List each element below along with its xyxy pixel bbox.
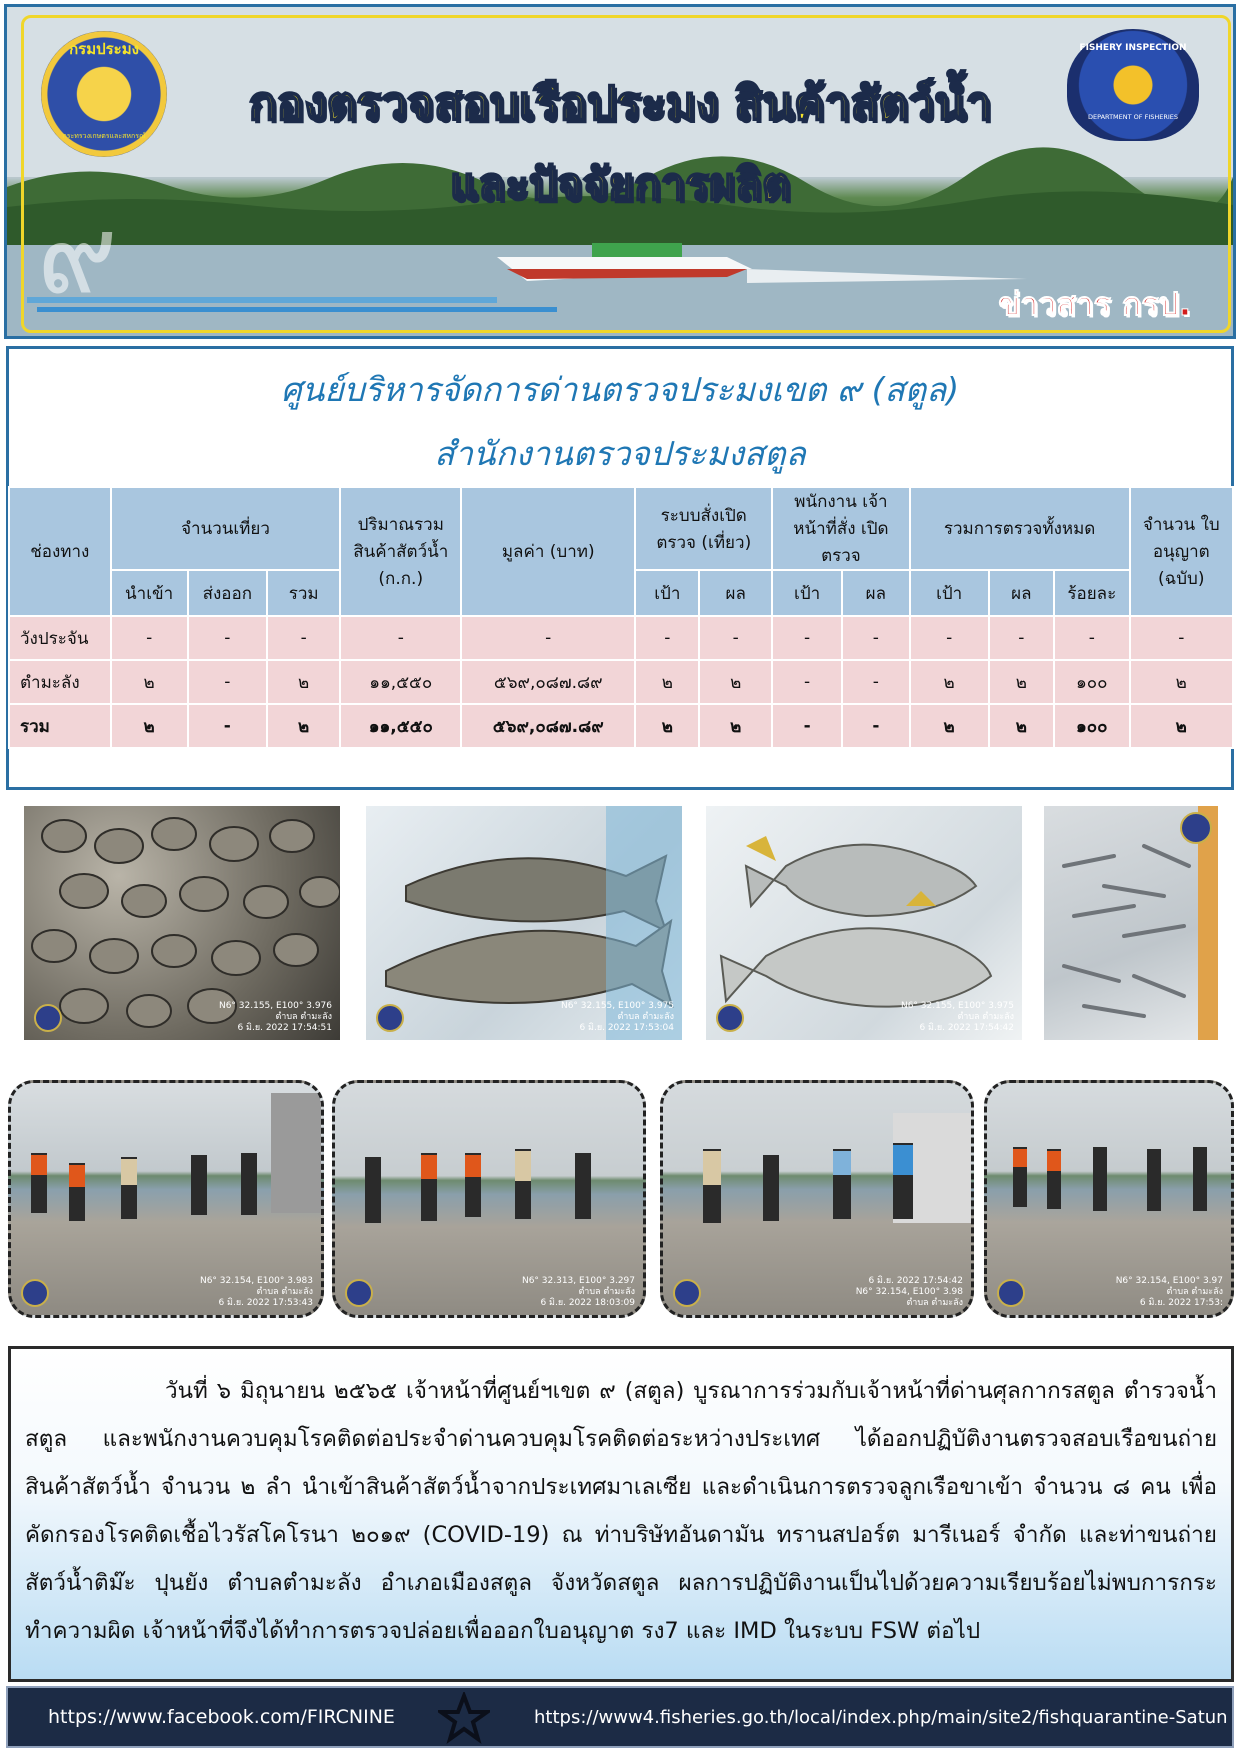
region-number-watermark: ๙ xyxy=(37,190,118,318)
table-cell-tot-target: ๒ xyxy=(910,704,989,748)
table-cell-export: - xyxy=(188,616,267,660)
photo-watermark-icon xyxy=(716,1004,744,1032)
table-cell-export: - xyxy=(188,660,267,704)
photo-watermark-icon xyxy=(997,1279,1025,1307)
photo-pompano xyxy=(706,806,1022,1040)
table-cell-value: ๕๖๙,๐๘๗.๘๙ xyxy=(461,660,635,704)
photo-inspection-4 xyxy=(984,1080,1234,1318)
table-cell-sys-result: - xyxy=(699,616,772,660)
table-cell-tot-result: - xyxy=(989,616,1054,660)
table-cell-channel: ตำมะลัง xyxy=(9,660,111,704)
table-cell-percent: ๑๐๐ xyxy=(1054,704,1130,748)
table-cell-percent: ๑๐๐ xyxy=(1054,660,1130,704)
col-import: นำเข้า xyxy=(111,570,188,616)
col-system-result: ผล xyxy=(699,570,772,616)
left-seal-text-bottom: กระทรวงเกษตรและสหกรณ์ xyxy=(62,132,146,140)
col-permits: จำนวน ใบอนุญาต (ฉบับ) xyxy=(1130,487,1233,616)
table-cell-sum: ๒ xyxy=(267,660,341,704)
website-link[interactable]: https://www4.fisheries.go.th/local/index.php/main/site2/fishquarantine-Satun xyxy=(534,1707,1228,1728)
table-cell-tot-result: ๒ xyxy=(989,704,1054,748)
banner-title-line-1: กองตรวจสอบเรือประมง สินค้าสัตว์น้ำ xyxy=(248,76,992,130)
table-cell-tot-result: ๒ xyxy=(989,660,1054,704)
table-cell-percent: - xyxy=(1054,616,1130,660)
col-total-result: ผล xyxy=(989,570,1054,616)
photo-inspection-2 xyxy=(332,1080,646,1318)
col-export: ส่งออก xyxy=(188,570,267,616)
table-cell-value: - xyxy=(461,616,635,660)
star-icon xyxy=(438,1692,490,1744)
table-cell-quantity: - xyxy=(340,616,461,660)
table-cell-import: ๒ xyxy=(111,660,188,704)
table-cell-off-target: - xyxy=(772,616,842,660)
table-cell-value: ๕๖๙,๐๘๗.๘๙ xyxy=(461,704,635,748)
table-cell-sys-target: ๒ xyxy=(635,704,699,748)
table-row xyxy=(9,616,1233,660)
table-cell-quantity: ๑๑,๕๕๐ xyxy=(340,704,461,748)
table-cell-import: - xyxy=(111,616,188,660)
table-cell-import: ๒ xyxy=(111,704,188,748)
photo-timestamp: 6 มิ.ย. 2022 17:54:42 N6° 32.154, E100° 3.98 ตำบล ตำมะลัง xyxy=(855,1276,963,1308)
table-cell-export: - xyxy=(188,704,267,748)
photo-watermark-icon xyxy=(376,1004,404,1032)
table-cell-permits: - xyxy=(1130,616,1233,660)
table-cell-sys-result: ๒ xyxy=(699,660,772,704)
right-seal-text-bottom: DEPARTMENT OF FISHERIES xyxy=(1087,113,1179,121)
table-cell-off-target: - xyxy=(772,660,842,704)
photo-watermark-icon xyxy=(345,1279,373,1307)
col-sum: รวม xyxy=(267,570,341,616)
center-name: ศูนย์บริหารจัดการด่านตรวจประมงเขต ๙ (สตูล) xyxy=(280,370,960,409)
photo-clams xyxy=(24,806,340,1040)
photo-seabass xyxy=(366,806,682,1040)
photo-watermark-icon xyxy=(1180,812,1212,844)
table-body xyxy=(9,616,1233,748)
photo-inspection-1 xyxy=(8,1080,324,1318)
photo-timestamp: N6° 32.155, E100° 3.976 ตำบล ตำมะลัง 6 มิ.ย. 2022 17:54:51 xyxy=(218,1001,332,1033)
photo-watermark-icon xyxy=(34,1004,62,1032)
col-total-target: เป้า xyxy=(910,570,989,616)
news-text-box xyxy=(8,1346,1234,1682)
table-cell-off-result: - xyxy=(842,616,910,660)
table-cell-sum: - xyxy=(267,616,341,660)
photo-timestamp: N6° 32.154, E100° 3.97 ตำบล ตำมะลัง 6 มิ.ย. 2022 17:53: xyxy=(1115,1276,1223,1308)
table-cell-channel: รวม xyxy=(9,704,111,748)
table-cell-channel: วังประจัน xyxy=(9,616,111,660)
facebook-link[interactable]: https://www.facebook.com/FIRCNINE xyxy=(48,1706,395,1728)
col-trips: จำนวนเที่ยว xyxy=(111,487,341,570)
table-cell-sys-target: ๒ xyxy=(635,660,699,704)
header-banner xyxy=(4,4,1236,339)
col-officer: พนักงาน เจ้าหน้าที่สั่ง เปิดตรวจ xyxy=(772,487,909,570)
col-officer-target: เป้า xyxy=(772,570,842,616)
col-value: มูลค่า (บาท) xyxy=(461,487,635,616)
col-percent: ร้อยละ xyxy=(1054,570,1130,616)
table-cell-tot-target: ๒ xyxy=(910,660,989,704)
col-total-inspection: รวมการตรวจทั้งหมด xyxy=(910,487,1130,570)
banner-title-line-2: และปัจจัยการผลิต xyxy=(449,159,791,210)
photo-small-fish xyxy=(1044,806,1218,1040)
table-cell-tot-target: - xyxy=(910,616,989,660)
footer xyxy=(6,1686,1234,1748)
table-row xyxy=(9,660,1233,704)
table-cell-quantity: ๑๑,๕๕๐ xyxy=(340,660,461,704)
left-seal-text-top: กรมประมง xyxy=(69,40,139,58)
col-quantity: ปริมาณรวม สินค้าสัตว์น้ำ (ก.ก.) xyxy=(340,487,461,616)
table-cell-permits: ๒ xyxy=(1130,704,1233,748)
photo-timestamp: N6° 32.313, E100° 3.297 ตำบล ตำมะลัง 6 มิ.ย. 2022 18:03:09 xyxy=(521,1276,635,1308)
photo-watermark-icon xyxy=(21,1279,49,1307)
table-cell-sys-result: ๒ xyxy=(699,704,772,748)
table-cell-off-target: - xyxy=(772,704,842,748)
col-channel: ช่องทาง xyxy=(9,487,111,616)
table-cell-permits: ๒ xyxy=(1130,660,1233,704)
table-row xyxy=(9,704,1233,748)
photo-timestamp: N6° 32.154, E100° 3.983 ตำบล ตำมะลัง 6 มิ.ย. 2022 17:53:43 xyxy=(199,1276,313,1308)
table-cell-sum: ๒ xyxy=(267,704,341,748)
photo-timestamp: N6° 32.155, E100° 3.975 ตำบล ตำมะลัง 6 มิ.ย. 2022 17:54:42 xyxy=(900,1001,1014,1033)
photo-watermark-icon xyxy=(673,1279,701,1307)
right-seal-text-top: FISHERY INSPECTION xyxy=(1079,43,1187,53)
inspection-statistics-table xyxy=(8,486,1234,749)
office-name: สำนักงานตรวจประมงสตูล xyxy=(434,434,806,473)
table-cell-off-result: - xyxy=(842,660,910,704)
photo-inspection-3 xyxy=(660,1080,974,1318)
table-cell-sys-target: - xyxy=(635,616,699,660)
col-system: ระบบสั่งเปิด ตรวจ (เที่ยว) xyxy=(635,487,772,570)
photo-timestamp: N6° 32.155, E100° 3.975 ตำบล ตำมะลัง 6 มิ.ย. 2022 17:53:04 xyxy=(560,1001,674,1033)
col-officer-result: ผล xyxy=(842,570,910,616)
news-paragraph: วันที่ ๖ มิถุนายน ๒๕๖๕ เจ้าหน้าที่ศูนย์ฯเขต ๙ (สตูล) บูรณาการร่วมกับเจ้าหน้าที่ด่านศุลกากรสตูล ตำรวจน้ำสตูล และพนักงานควบคุมโรคติดต่อประจำด่านควบคุมโรคติดต่อระหว่างประเทศ ได้ออกปฏิบัติงานตรวจสอบเรือขนถ่ายสินค้าสัตว์น้ำ จำนวน ๒ ลำ นำเข้าสินค้าสัตว์น้ำจากประเทศมาเลเซีย และดำเนินการตรวจลูกเรือขาเข้า จำนวน ๘ คน เพื่อคัดกรองโรคติดเชื้อไวรัสโคโรนา ๒๐๑๙ (COVID-19) ณ ท่าบริษัทอันดามัน ทรานสปอร์ต มารีเนอร์ จำกัด และท่าขนถ่ายสัตว์น้ำติม๊ะ ปุนยัง ตำบลตำมะลัง อำเภอเมืองสตูล จังหวัดสตูล ผลการปฏิบัติงานเป็นไปด้วยความเรียบร้อยไม่พบการกระทำความผิด เจ้าหน้าที่จึงได้ทำการตรวจปล่อยเพื่อออกใบอนุญาต รง7 และ IMD ในระบบ FSW ต่อไป xyxy=(25,1378,1217,1644)
table-cell-off-result: - xyxy=(842,704,910,748)
col-system-target: เป้า xyxy=(635,570,699,616)
news-label: ข่าวสาร กรป. xyxy=(998,285,1191,323)
